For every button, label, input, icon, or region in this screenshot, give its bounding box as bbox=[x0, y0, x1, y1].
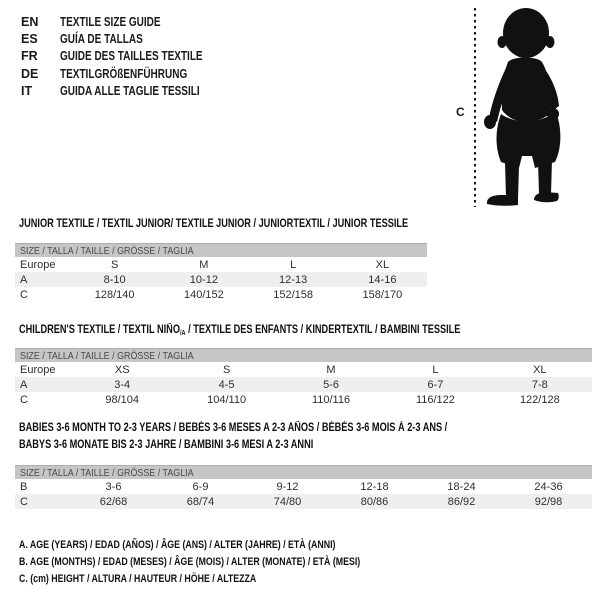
section-title-children bbox=[15, 322, 592, 348]
lang-title: GUIDE DES TAILLES TEXTILE bbox=[60, 49, 203, 64]
section-title-babies bbox=[15, 420, 592, 465]
note-height-cm bbox=[19, 571, 446, 588]
cell: 3-4 bbox=[114, 378, 131, 391]
size-header-text: SIZE / TALLA / TAILLE / GRÖSSE / TAGLIA bbox=[20, 349, 194, 362]
note-age-years bbox=[19, 537, 446, 554]
section-title-text: JUNIOR TEXTILE / TEXTIL JUNIOR/ TEXTILE JUNIOR / JUNIORTEXTIL / JUNIOR TESSILE bbox=[19, 218, 409, 230]
cell: 98/104 bbox=[105, 393, 140, 406]
junior-textile-section bbox=[15, 216, 427, 302]
cell: 158/170 bbox=[362, 288, 403, 301]
size-header-text: SIZE / TALLA / TAILLE / GRÖSSE / TAGLIA bbox=[20, 244, 194, 257]
lang-title: GUIDA ALLE TAGLIE TESSILI bbox=[60, 84, 200, 99]
cell: 24-36 bbox=[534, 480, 563, 493]
title-part: CHILDREN'S TEXTILE / TEXTIL NIÑO bbox=[19, 324, 180, 336]
cell: 8-10 bbox=[103, 273, 126, 286]
children-textile-section bbox=[15, 322, 592, 407]
lang-title: GUÍA DE TALLAS bbox=[60, 32, 143, 47]
height-measure-dotted-line bbox=[474, 8, 476, 207]
table-row-a bbox=[15, 377, 592, 392]
title-subscript: /A bbox=[179, 330, 186, 337]
cell: 140/152 bbox=[183, 288, 224, 301]
column-header: S bbox=[110, 258, 119, 271]
cell: 14-16 bbox=[368, 273, 397, 286]
cell: 10-12 bbox=[189, 273, 218, 286]
table-row-c bbox=[15, 287, 427, 302]
column-header: XL bbox=[533, 363, 547, 376]
table-header-row bbox=[15, 362, 592, 377]
section-title-line2: BABYS 3-6 MONATE BIS 2-3 JAHRE / BAMBINI 3-6 MESI A 2-3 ANNI bbox=[19, 439, 314, 451]
cell: 12-13 bbox=[279, 273, 308, 286]
table-row-c bbox=[15, 494, 592, 509]
table-row-b bbox=[15, 479, 592, 494]
row-label: C bbox=[20, 393, 28, 406]
row-label: A bbox=[20, 273, 28, 286]
lang-code: ES bbox=[21, 32, 38, 47]
title-part: / TEXTILE DES ENFANTS / KINDERTEXTIL / BAMBINI TESSILE bbox=[185, 324, 461, 336]
column-header: L bbox=[290, 258, 297, 271]
note-text: B. AGE (MONTHS) / EDAD (MESES) / ÂGE (MOIS) / ALTER (MONATE) / ETÀ (MESI) bbox=[19, 556, 361, 569]
cell: 18-24 bbox=[447, 480, 476, 493]
cell: 92/98 bbox=[534, 495, 563, 508]
cell: 122/128 bbox=[519, 393, 560, 406]
cell: 68/74 bbox=[186, 495, 215, 508]
cell: 110/116 bbox=[311, 393, 351, 406]
column-header: XS bbox=[114, 363, 130, 376]
row-label: B bbox=[20, 480, 28, 493]
column-header: Europe bbox=[20, 258, 56, 271]
cell: 5-6 bbox=[323, 378, 339, 391]
size-header-bar bbox=[15, 243, 427, 257]
cell: 80/86 bbox=[360, 495, 389, 508]
legend-notes bbox=[19, 537, 446, 589]
column-header: M bbox=[199, 258, 209, 271]
column-header: Europe bbox=[20, 363, 56, 376]
note-text: A. AGE (YEARS) / EDAD (AÑOS) / ÂGE (ANS) / ALTER (JAHRE) / ETÀ (ANNI) bbox=[19, 539, 336, 551]
baby-silhouette-icon bbox=[481, 6, 576, 208]
lang-row-es bbox=[21, 30, 238, 47]
cell: 3-6 bbox=[105, 480, 122, 493]
section-title-junior bbox=[15, 216, 427, 243]
table-row-c bbox=[15, 392, 592, 407]
lang-code: EN bbox=[21, 14, 39, 29]
babies-textile-section bbox=[15, 420, 592, 509]
note-text: C. (cm) HEIGHT / ALTURA / HAUTEUR / HÖHE / ALTEZZA bbox=[19, 573, 257, 586]
cell: 128/140 bbox=[94, 288, 135, 301]
lang-row-fr bbox=[21, 48, 238, 65]
cell: 4-5 bbox=[218, 378, 235, 391]
size-header-text: SIZE / TALLA / TAILLE / GRÖSSE / TAGLIA bbox=[20, 466, 194, 479]
size-header-bar bbox=[15, 465, 592, 479]
table-row-a bbox=[15, 272, 427, 287]
table-header-row bbox=[15, 257, 427, 272]
cell: 152/158 bbox=[273, 288, 313, 301]
section-title-line1: BABIES 3-6 MONTH TO 2-3 YEARS / BEBÉS 3-6 MESES A 2-3 AÑOS / BÉBÉS 3-6 MOIS À 2-3 ANS / bbox=[19, 422, 448, 434]
cell: 7-8 bbox=[531, 378, 548, 391]
cell: 12-18 bbox=[360, 480, 389, 493]
height-label-c: C bbox=[456, 105, 465, 119]
lang-code: DE bbox=[21, 66, 39, 81]
size-header-bar bbox=[15, 348, 592, 362]
row-label: C bbox=[20, 288, 28, 301]
column-header: S bbox=[222, 363, 231, 376]
lang-row-it bbox=[21, 83, 238, 100]
cell: 6-9 bbox=[192, 480, 209, 493]
cell: 86/92 bbox=[447, 495, 476, 508]
column-header: XL bbox=[375, 258, 390, 271]
lang-row-de bbox=[21, 65, 238, 82]
lang-row-en bbox=[21, 13, 238, 30]
cell: 116/122 bbox=[415, 393, 455, 406]
cell: 74/80 bbox=[273, 495, 302, 508]
cell: 104/110 bbox=[207, 393, 247, 406]
cell: 6-7 bbox=[427, 378, 444, 391]
column-header: M bbox=[326, 363, 336, 376]
cell: 9-12 bbox=[276, 480, 299, 493]
lang-title: TEXTILGRÖßENFÜHRUNG bbox=[60, 66, 188, 81]
cell: 62/68 bbox=[99, 495, 128, 508]
row-label: A bbox=[20, 378, 28, 391]
language-title-list bbox=[21, 13, 238, 100]
note-age-months bbox=[19, 554, 446, 571]
lang-code: FR bbox=[21, 49, 38, 64]
section-title-text bbox=[19, 322, 460, 342]
row-label: C bbox=[20, 495, 28, 508]
lang-code: IT bbox=[21, 84, 33, 99]
lang-title: TEXTILE SIZE GUIDE bbox=[60, 14, 161, 29]
column-header: L bbox=[432, 363, 439, 376]
